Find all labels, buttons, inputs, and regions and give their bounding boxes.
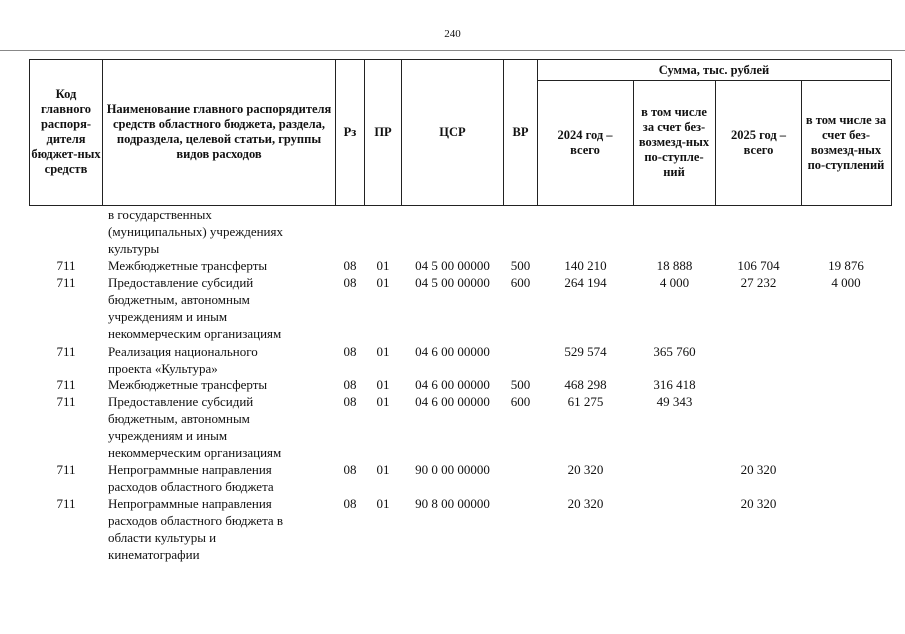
cell-name: Непрограммные направления (108, 496, 272, 511)
cell-code: 711 (56, 496, 76, 511)
cell-name: расходов областного бюджета (108, 479, 274, 494)
cell-name: учреждениям и иным (108, 428, 228, 443)
cell-name: Непрограммные направления (108, 462, 272, 477)
cell-pr: 01 (376, 344, 390, 359)
cell-pr: 01 (376, 275, 390, 290)
cell-csr: 04 5 00 00000 (415, 258, 490, 273)
cell-name: проекта «Культура» (108, 361, 218, 376)
header-pr: ПР (374, 124, 392, 139)
continuation-line: культуры (108, 241, 160, 256)
cell-rz: 08 (343, 258, 357, 273)
header-divider (633, 80, 634, 205)
header-csr: ЦСР (439, 124, 466, 139)
header-2025-incl: в том числе за счет без-возмезд-ных по-ступлений (805, 112, 887, 172)
cell-rz: 08 (343, 496, 357, 511)
cell-pr: 01 (376, 258, 390, 273)
header-2024-incl: в том числе за счет без-возмезд-ных по-ступле-ний (638, 105, 710, 179)
continuation-line: в государственных (108, 207, 212, 222)
cell-2025-incl: 4 000 (831, 275, 861, 290)
cell-2024-total: 20 320 (567, 496, 604, 511)
header-divider (801, 80, 802, 205)
cell-rz: 08 (343, 275, 357, 290)
cell-name: Реализация национального (108, 344, 258, 359)
cell-csr: 04 6 00 00000 (415, 377, 490, 392)
cell-2024-incl: 49 343 (656, 394, 693, 409)
cell-vr: 600 (510, 394, 531, 409)
cell-name: учреждениям и иным (108, 309, 228, 324)
cell-rz: 08 (343, 344, 357, 359)
cell-code: 711 (56, 462, 76, 477)
cell-2024-total: 61 275 (567, 394, 604, 409)
cell-code: 711 (56, 344, 76, 359)
cell-code: 711 (56, 377, 76, 392)
header-vr: ВР (512, 124, 529, 139)
top-rule (0, 50, 905, 51)
cell-pr: 01 (376, 462, 390, 477)
header-divider (715, 80, 716, 205)
cell-name: некоммерческим организациям (108, 445, 282, 460)
cell-name: Межбюджетные трансферты (108, 377, 268, 392)
cell-name: расходов областного бюджета в (108, 513, 284, 528)
cell-2024-incl: 365 760 (653, 344, 696, 359)
cell-2024-total: 140 210 (564, 258, 607, 273)
cell-csr: 04 6 00 00000 (415, 394, 490, 409)
cell-name: некоммерческим организациям (108, 326, 282, 341)
cell-csr: 90 0 00 00000 (415, 462, 490, 477)
cell-name: кинематографии (108, 547, 200, 562)
cell-name: Предоставление субсидий (108, 275, 254, 290)
cell-pr: 01 (376, 377, 390, 392)
cell-pr: 01 (376, 496, 390, 511)
cell-2024-incl: 4 000 (659, 275, 690, 290)
cell-2024-total: 20 320 (567, 462, 604, 477)
cell-rz: 08 (343, 377, 357, 392)
continuation-line: (муниципальных) учреждениях (108, 224, 283, 239)
header-rz: Рз (343, 124, 357, 139)
cell-2025-total: 20 320 (740, 496, 777, 511)
cell-name: области культуры и (108, 530, 217, 545)
cell-name: Межбюджетные трансферты (108, 258, 268, 273)
header-divider (102, 59, 103, 205)
cell-2024-incl: 18 888 (656, 258, 693, 273)
cell-2024-total: 529 574 (564, 344, 607, 359)
cell-csr: 04 5 00 00000 (415, 275, 490, 290)
cell-2025-total: 27 232 (740, 275, 777, 290)
cell-vr: 500 (510, 258, 531, 273)
header-2025-total: 2025 год – всего (730, 127, 787, 157)
cell-2024-total: 264 194 (564, 275, 607, 290)
cell-csr: 04 6 00 00000 (415, 344, 490, 359)
header-2024-total: 2024 год – всего (557, 127, 613, 157)
cell-2024-total: 468 298 (564, 377, 607, 392)
cell-name: бюджетным, автономным (108, 292, 250, 307)
cell-code: 711 (56, 258, 76, 273)
cell-csr: 90 8 00 00000 (415, 496, 490, 511)
cell-vr: 600 (510, 275, 531, 290)
cell-rz: 08 (343, 462, 357, 477)
cell-pr: 01 (376, 394, 390, 409)
header-name: Наименование главного распорядителя средств областного бюджета, раздела, подраздела, целевой статьи, группы видов расходов (106, 102, 332, 161)
cell-rz: 08 (343, 394, 357, 409)
page-number: 240 (444, 28, 461, 40)
cell-vr: 500 (510, 377, 531, 392)
cell-code: 711 (56, 275, 76, 290)
header-sum: Сумма, тыс. рублей (658, 62, 770, 77)
header-code: Код главного распоря-дителя бюджет-ных средств (31, 87, 101, 176)
cell-2025-total: 20 320 (740, 462, 777, 477)
cell-2025-incl: 19 876 (828, 258, 864, 273)
cell-code: 711 (56, 394, 76, 409)
cell-name: бюджетным, автономным (108, 411, 250, 426)
cell-2025-total: 106 704 (737, 258, 780, 273)
cell-name: Предоставление субсидий (108, 394, 254, 409)
cell-2024-incl: 316 418 (653, 377, 696, 392)
